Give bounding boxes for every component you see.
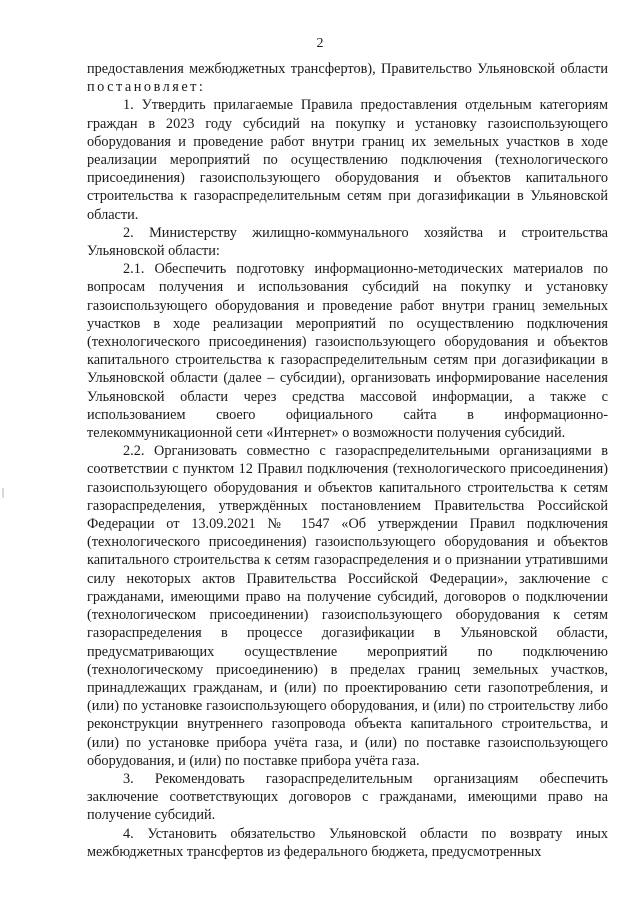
intro-text: предоставления межбюджетных трансфертов), Правительство Ульяновской области (87, 61, 608, 77)
paragraph-1: 1. Утвердить прилагаемые Правила предоставления отдельным категориям граждан в 2023 году субсидий на покупку и установку газоиспользующего оборудования и проведение работ внутри границ их земельных участков в ходе реализации мероприятий по осуществлению подключения (технологического присоединения) газоиспользующего оборудования и объектов капитального строительства к газораспределительным сетям при догазификации в Ульяновской области. (87, 97, 608, 223)
page-number: 2 (316, 36, 324, 51)
paragraph-3: 3. Рекомендовать газораспределительным организациям обеспечить заключение соответствующих договоров с гражданами, имеющими право на получение субсидий. (87, 770, 608, 824)
paragraph-2-1: 2.1. Обеспечить подготовку информационно-методических материалов по вопросам получения и использования субсидий на покупку и установку газоиспользующего оборудования и проведение работ внутри границ земельных участков в ходе реализации мероприятий по осуществлению подключения (технологического присоединения) газоиспользующего оборудования и объектов капитального строительства к газораспределительным сетям при догазификации в Ульяновской области (далее – субсидии), организовать информирование населения Ульяновской области через средства массовой информации, а также с использованием своего официального сайта в информационно-телекоммуникационной сети «Интернет» о возможности получения субсидий. (87, 261, 608, 442)
decree-word: постановляет: (87, 79, 206, 96)
intro-paragraph (87, 60, 608, 96)
scan-edge-mark (2, 488, 4, 498)
paragraph-4: 4. Установить обязательство Ульяновской области по возврату иных межбюджетных трансфертов из федерального бюджета, предусмотренных (87, 825, 608, 860)
document-body (87, 60, 608, 861)
paragraph-2: 2. Министерству жилищно-коммунального хозяйства и строительства Ульяновской области: (87, 224, 608, 260)
paragraph-2-2: 2.2. Организовать совместно с газораспределительными организациями в соответствии с пунктом 12 Правил подключения (технологического присоединения) газоиспользующего оборудования и объектов капитального строительства к сетям газораспределения, утверждённых постановлением Правительства Российской Федерации от 13.09.2021 № 1547 «Об утверждении Правил подключения (технологического присоединения) газоиспользующего оборудования и объектов капитального строительства к сетям газораспределения и о признании утратившими силу некоторых актов Правительства Российской Федерации», заключение с гражданами, имеющими право на получение субсидий, договоров о подключении (технологическом присоединении) газоиспользующего оборудования к сетям газораспределения в процессе догазификации в Ульяновской области, предусматривающих осуществление мероприятий по подключению (технологическому присоединению) в пределах границ земельных участков, принадлежащих гражданам, и (или) по проектированию сети газопотребления, и (или) по установке газоиспользующего оборудования, и (или) по строительству либо реконструкции внутреннего газопровода объекта капитального строительства, и (или) по установке прибора учёта газа, и (или) по поставке газоиспользующего оборудования, и (или) по поставке прибора учёта газа. (87, 443, 608, 769)
